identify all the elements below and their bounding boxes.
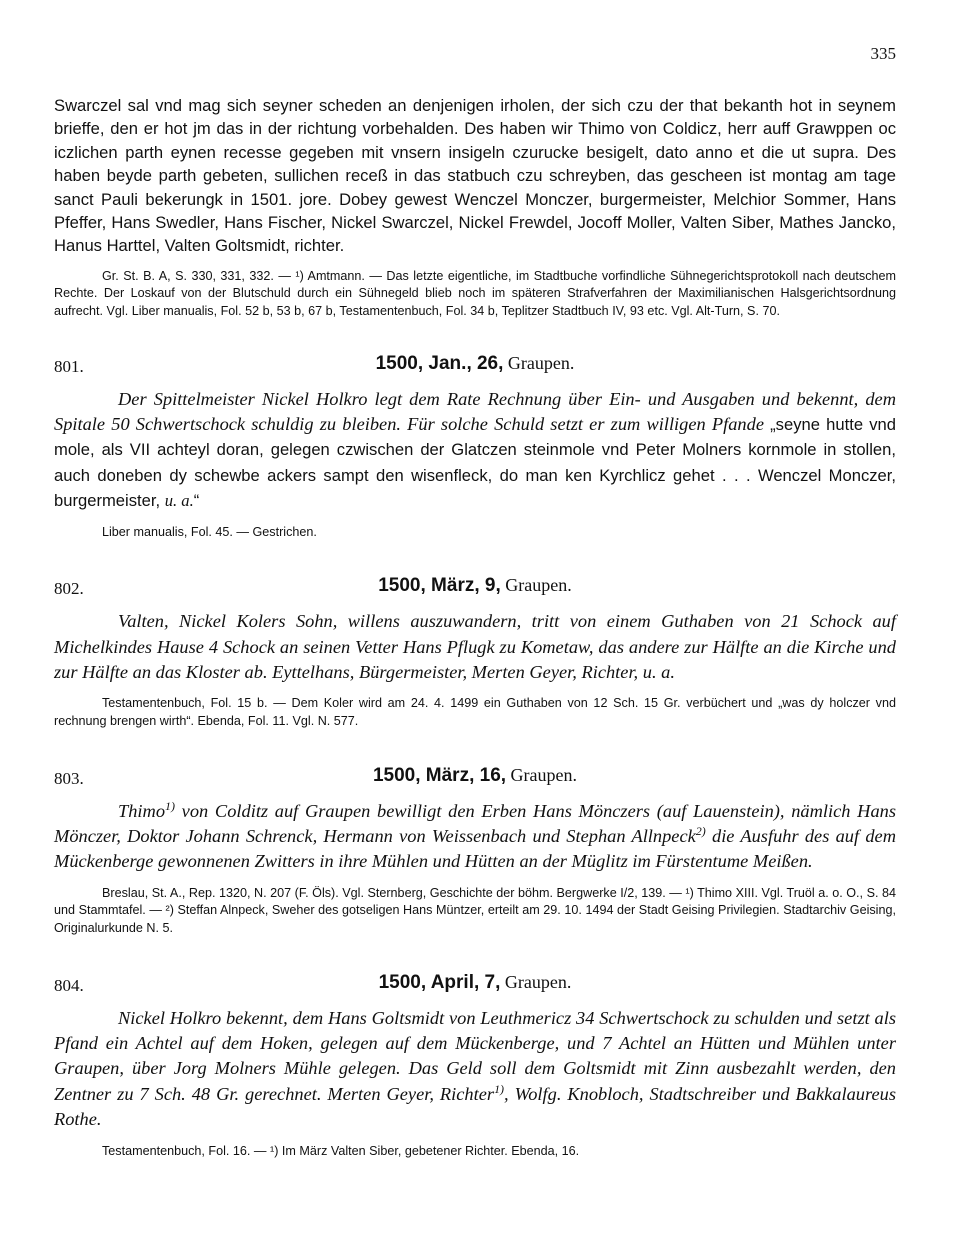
- entry-date-value: 1500, März, 16,: [372, 764, 507, 786]
- entry-summary-part: , Wolfg. Knobloch, Stadtschreiber und Bakkalaureus Rothe.: [54, 1083, 896, 1130]
- entry-802: [54, 575, 896, 730]
- entry-header: [54, 353, 896, 379]
- document-page: [54, 44, 896, 1160]
- entry-summary: [54, 1006, 896, 1133]
- entry-header: [54, 972, 896, 998]
- entry-quote-end: “: [193, 491, 200, 511]
- entry-summary-part: Nickel Holkro bekennt, dem Hans Goltsmidt von Leuthmericz 34 Schwertschock zu schulden und setzt als Pfand ein Achtel auf dem Hoken, gelegen auf dem Mückenberge, und 7 Achtel an Hütten und Mühlen unter Graupen, über Jorg Molners Mühle gelegen. Das Geld soll dem Goltsmidt mit Zinn ausbezahlt werden, den Zentner zu 7 Sch. 48 Gr. gerechnet. Merten Geyer, Richter: [54, 1007, 896, 1104]
- entry-place: Graupen.: [510, 764, 578, 785]
- entry-number: 801.: [54, 356, 84, 376]
- entry-date-value: 1500, Jan., 26,: [375, 352, 504, 374]
- entry-summary-text: Der Spittelmeister Nickel Holkro legt dem Rate Rechnung über Ein- und Ausgaben und bekennt, dem Spitale 50 Schwertschock schuldig zu bleiben. Für solche Schuld setzt er zum willigen Pfande: [54, 388, 896, 435]
- entry-footnote: Testamentenbuch, Fol. 16. — ¹) Im März Valten Siber, gebetener Richter. Ebenda, 16.: [102, 1143, 580, 1158]
- entry-summary-part: Thimo: [118, 800, 166, 821]
- entry-header: [54, 575, 896, 601]
- entry-place: Graupen.: [507, 352, 575, 373]
- entry-date: [54, 765, 896, 787]
- intro-paragraph: Swarczel sal vnd mag sich seyner scheden an denjenigen irholen, der sich czu der that bekanth hot in seynem brieffe, den er hot jm das in der richtung vorbehalden. Des haben wir Thimo von Coldicz, herr auff Grawppen oc iczlichen parth eynen recesse gegeben mit vnsern insigeln czurucke besigelt, dato anno et die ut supra. Des haben beyde parth gebeten, sullichen receß in das statbuch czu schreyben, das gescheen ist montag am tage sanct Pauli bekerungk in 1501. jore. Dobey gewest Wenczel Monczer, burgermeister, Melchior Sommer, Hans Pfeffer, Hans Swedler, Hans Fischer, Nickel Swarczel, Nickel Frewdel, Jocoff Moller, Valten Siber, Mathes Jancko, Hanus Harttel, Valten Goltsmidt, richter.: [54, 96, 896, 256]
- entry-801: [54, 353, 896, 542]
- page-number: 335: [870, 44, 896, 63]
- entry-804: [54, 972, 896, 1161]
- entry-date-value: 1500, April, 7,: [378, 971, 501, 993]
- entry-summary-part: die Ausfuhr des auf dem Mückenberge gewonnenen Zwitters in ihre Mühlen und Hütten an der Müglitz im Fürstentume Meißen.: [54, 826, 896, 872]
- footnote-marker: 1): [494, 1081, 505, 1096]
- entry-summary: Valten, Nickel Kolers Sohn, willens auszuwandern, tritt von einem Guthaben von 21 Schock auf Michelkindes Hause 4 Schock an seinen Vetter Hans Pflugk zu Kometaw, das andere zur Hälfte an die Kirche und zur Hälfte an das Kloster ab. Eyttelhans, Bürgermeister, Merten Geyer, Richter, u. a.: [54, 611, 896, 683]
- footnote-marker: 2): [695, 823, 706, 838]
- entry-date-value: 1500, März, 9,: [378, 575, 501, 597]
- entry-803: [54, 765, 896, 938]
- entry-footnote: Breslau, St. A., Rep. 1320, N. 207 (F. Öls). Vgl. Sternberg, Geschichte der böhm. Bergwerke I/2, 139. — ¹) Thimo XIII. Vgl. Truöl a. o. O., S. 84 und Stammtafel. — ²) Steffan Alnpeck, Sweher des gotseligen Hans Müntzer, erteilt am 29. 10. 1494 der Stadt Geising Privilegien. Stadtarchiv Geising, Originalurkunde N. 5.: [54, 885, 896, 936]
- entry-summary-part: von Colditz auf Graupen bewilligt den Erben Hans Mönczers (auf Lauenstein), nämlich Hans Mönczer, Doktor Johann Schrenck, Hermann von Weissenbach und Stephan Allnpeck: [54, 800, 896, 847]
- entry-summary: [54, 387, 896, 514]
- footnote-marker: 1): [165, 798, 175, 813]
- intro-footnote: Gr. St. B. A, S. 330, 331, 332. — ¹) Amtmann. — Das letzte eigentliche, im Stadtbuche vorfindliche Sühnegerichtsprotokoll nach deutschem Rechte. Der Loskauf von der Blutschuld durch ein Sühnegeld blieb noch im späteren Strafverfahren der Maximilianischen Halsgerichtsordnung aufrecht. Vgl. Liber manualis, Fol. 52 b, 53 b, 67 b, Testamentenbuch, Fol. 34 b, Teplitzer Stadtbuch IV, 93 etc. Vgl. Alt-Turn, S. 70.: [54, 268, 896, 319]
- entry-place: Graupen.: [504, 971, 572, 992]
- entry-place: Graupen.: [505, 575, 572, 596]
- entry-number: 802.: [54, 579, 84, 599]
- entry-date: [54, 972, 896, 994]
- entry-footnote: Liber manualis, Fol. 45. — Gestrichen.: [102, 524, 317, 539]
- entry-footnote: Testamentenbuch, Fol. 15 b. — Dem Koler wird am 24. 4. 1499 ein Guthaben von 12 Sch. 15 Gr. verbüchert und „was dy holczer vnd rechnung brengen wirth“. Ebenda, Fol. 11. Vgl. N. 577.: [54, 696, 896, 729]
- entry-number: 804.: [54, 975, 84, 995]
- entry-summary: [54, 799, 896, 875]
- entry-number: 803.: [54, 768, 84, 788]
- entry-quote-tail: u. a.: [164, 491, 194, 511]
- entry-date: [54, 353, 896, 375]
- entry-header: [54, 765, 896, 791]
- entry-date: [54, 575, 896, 597]
- entry-quote: „seyne hutte vnd mole, als VII achteyl doran, gelegen czwischen der Glatczen steinmole vnd Peter Molners kornmole in stollen, auch doneben dy schewbe ackers sampt den wisenfleck, do man ken Kyrchlicz gehet . . . Wenczel Monczer, burgermeister,: [54, 415, 896, 511]
